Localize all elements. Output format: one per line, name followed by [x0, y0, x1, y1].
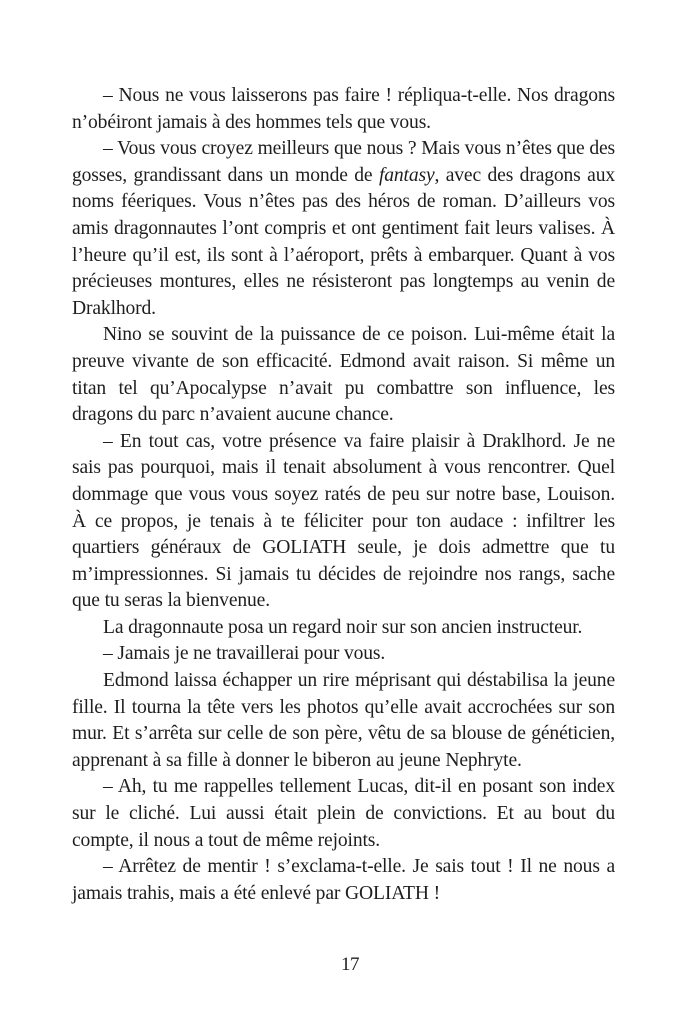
paragraph-3: Nino se souvint de la puissance de ce poison. Lui-même était la preuve vivante de son efficacité. Edmond avait raison. Si même un titan tel qu’Apocalypse n’avait pu combattre son influence, les dragons du parc n’avaient aucune chance. [72, 324, 615, 426]
paragraph-2 [72, 136, 615, 322]
paragraph-9: – Arrêtez de mentir ! s’exclama-t-elle. Je sais tout ! Il ne nous a jamais trahis, mais a été enlevé par GOLIATH ! [72, 856, 615, 904]
paragraph-2-before: – Vous vous croyez meilleurs que nous ? Mais vous n’êtes que des gosses, grandissant dans un monde de [72, 138, 615, 186]
paragraph-2-after: , avec des dragons aux noms féeriques. Vous n’êtes pas des héros de roman. D’ailleurs vos amis dragonnautes l’ont compris et ont gentiment fait leurs valises. À l’heure qu’il est, ils sont à l’aéroport, prêts à embarquer. Quant à vos précieuses montures, elles ne résisteront pas longtemps au venin de Draklhord. [72, 164, 615, 319]
page-body [72, 83, 615, 907]
paragraph-1: – Nous ne vous laisserons pas faire ! répliqua-t-elle. Nos dragons n’obéiront jamais à des hommes tels que vous. [72, 85, 615, 133]
italic-term: fantasy [378, 164, 435, 186]
page-number: 17 [341, 954, 359, 975]
paragraph-7: Edmond laissa échapper un rire méprisant qui déstabilisa la jeune fille. Il tourna la tête vers les photos qu’elle avait accrochées sur son mur. Et s’arrêta sur celle de son père, vêtu de sa blouse de généticien, apprenant à sa fille à donner le biberon au jeune Nephryte. [72, 670, 615, 771]
paragraph-4: – En tout cas, votre présence va faire plaisir à Draklhord. Je ne sais pas pourquoi, mais il tenait absolument à vous rencontrer. Quel dommage que vous vous soyez ratés de peu sur notre base, Louison. À ce propos, je tenais à te féliciter pour ton audace : infiltrer les quartiers généraux de GOLIATH seule, je dois admettre que tu m’impressionnes. Si jamais tu décides de rejoindre nos rangs, sache que tu seras la bienvenue. [72, 430, 615, 612]
paragraph-8: – Ah, tu me rappelles tellement Lucas, dit-il en posant son index sur le cliché. Lui aussi était plein de convictions. Et au bout du compte, il nous a tout de même rejoints. [72, 776, 615, 851]
paragraph-6: – Jamais je ne travaillerai pour vous. [103, 643, 386, 665]
paragraph-5: La dragonnaute posa un regard noir sur son ancien instructeur. [103, 616, 583, 638]
